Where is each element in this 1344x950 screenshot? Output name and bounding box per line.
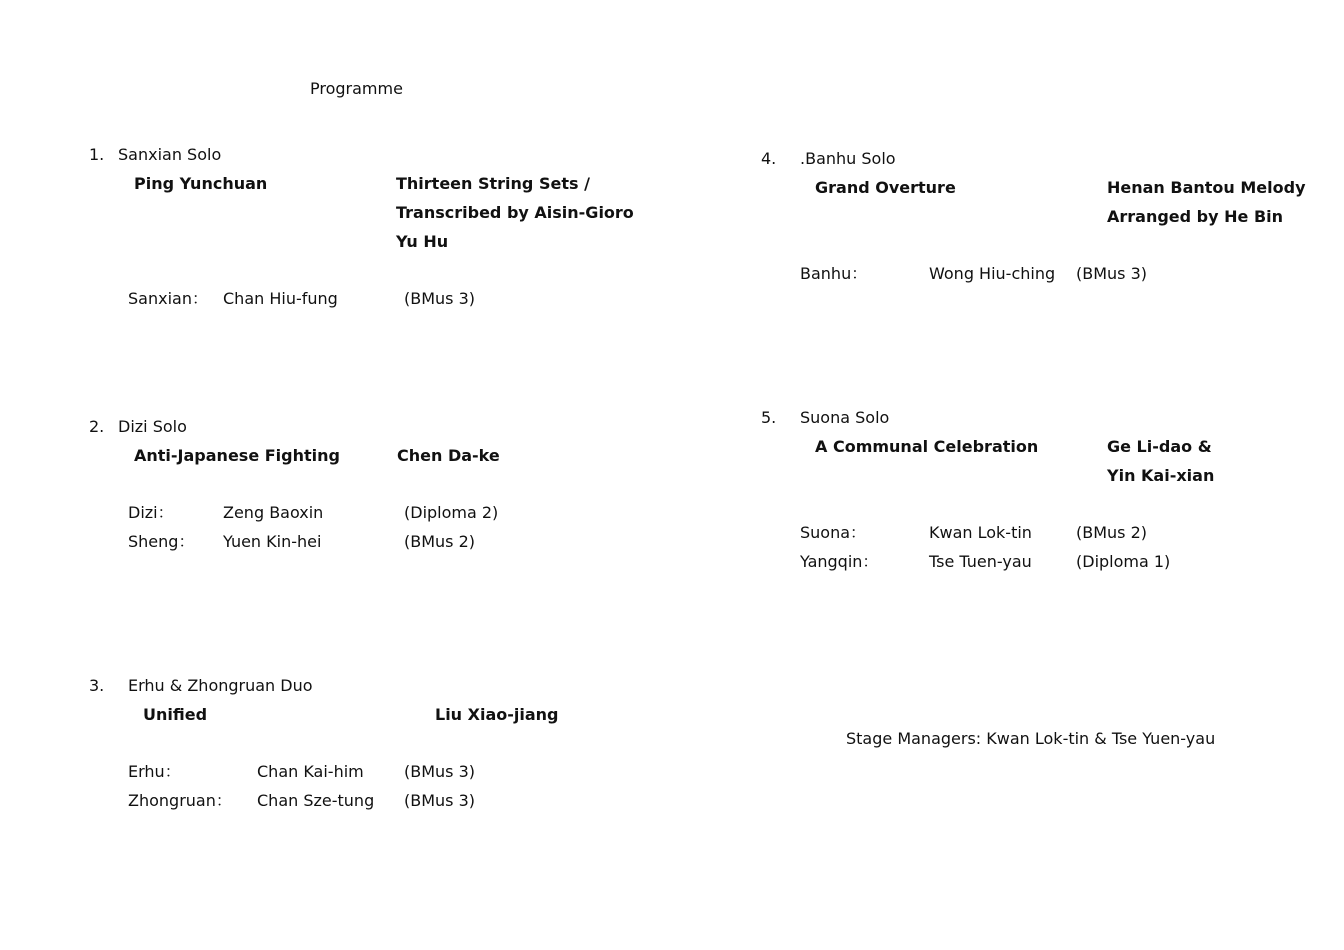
composer-line: Ge Li-dao & xyxy=(1107,437,1212,456)
performer-name: Zeng Baoxin xyxy=(223,503,324,522)
item-category: Erhu & Zhongruan Duo xyxy=(128,676,313,695)
item-composer xyxy=(397,441,500,470)
performer-name: Kwan Lok-tin xyxy=(929,523,1032,542)
performer-level: (BMus 2) xyxy=(1076,523,1148,542)
item-composer xyxy=(1107,173,1306,231)
composer-line: Arranged by He Bin xyxy=(1107,207,1284,226)
item-number: 5. xyxy=(761,408,777,427)
page-title: Programme xyxy=(310,79,403,98)
performer-instrument: Yangqin： xyxy=(800,552,879,571)
performer-instrument: Sheng： xyxy=(128,532,195,551)
stage-managers: Stage Managers: Kwan Lok-tin & Tse Yuen-yau xyxy=(846,729,1216,748)
item-work: Ping Yunchuan xyxy=(134,174,268,193)
item-number: 3. xyxy=(89,676,105,695)
composer-line: Henan Bantou Melody xyxy=(1107,178,1306,197)
performer-level: (Diploma 1) xyxy=(1076,552,1171,571)
performer-instrument: Sanxian： xyxy=(128,289,208,308)
composer-line: Liu Xiao-jiang xyxy=(435,705,559,724)
item-work: Anti-Japanese Fighting xyxy=(134,446,340,465)
performer-instrument: Suona： xyxy=(800,523,867,542)
performer-level: (BMus 3) xyxy=(404,791,476,810)
performer-name: Wong Hiu-ching xyxy=(929,264,1056,283)
performer-name: Tse Tuen-yau xyxy=(929,552,1032,571)
composer-line: Yin Kai-xian xyxy=(1107,466,1215,485)
performer-level: (BMus 3) xyxy=(1076,264,1148,283)
composer-line: Yu Hu xyxy=(396,232,449,251)
item-number: 4. xyxy=(761,149,777,168)
performer-level: (Diploma 2) xyxy=(404,503,499,522)
performer-instrument: Dizi： xyxy=(128,503,174,522)
performer-instrument: Banhu： xyxy=(800,264,868,283)
performer-instrument: Erhu： xyxy=(128,762,181,781)
composer-line: Chen Da-ke xyxy=(397,446,500,465)
item-composer xyxy=(435,700,559,729)
performer-name: Chan Sze-tung xyxy=(257,791,375,810)
item-work: A Communal Celebration xyxy=(815,437,1039,456)
performer-name: Yuen Kin-hei xyxy=(223,532,322,551)
performer-instrument: Zhongruan： xyxy=(128,791,232,810)
item-category: Dizi Solo xyxy=(118,417,187,436)
performer-name: Chan Hiu-fung xyxy=(223,289,338,308)
item-category: Suona Solo xyxy=(800,408,890,427)
composer-line: Thirteen String Sets / xyxy=(396,174,590,193)
item-number: 1. xyxy=(89,145,105,164)
item-category: .Banhu Solo xyxy=(800,149,896,168)
performer-level: (BMus 3) xyxy=(404,762,476,781)
performer-name: Chan Kai-him xyxy=(257,762,364,781)
item-number: 2. xyxy=(89,417,105,436)
item-work: Grand Overture xyxy=(815,178,956,197)
performer-level: (BMus 3) xyxy=(404,289,476,308)
item-category: Sanxian Solo xyxy=(118,145,222,164)
item-work: Unified xyxy=(143,705,208,724)
item-composer xyxy=(1107,432,1214,490)
performer-level: (BMus 2) xyxy=(404,532,476,551)
item-composer xyxy=(396,169,634,256)
composer-line: Transcribed by Aisin-Gioro xyxy=(396,203,634,222)
